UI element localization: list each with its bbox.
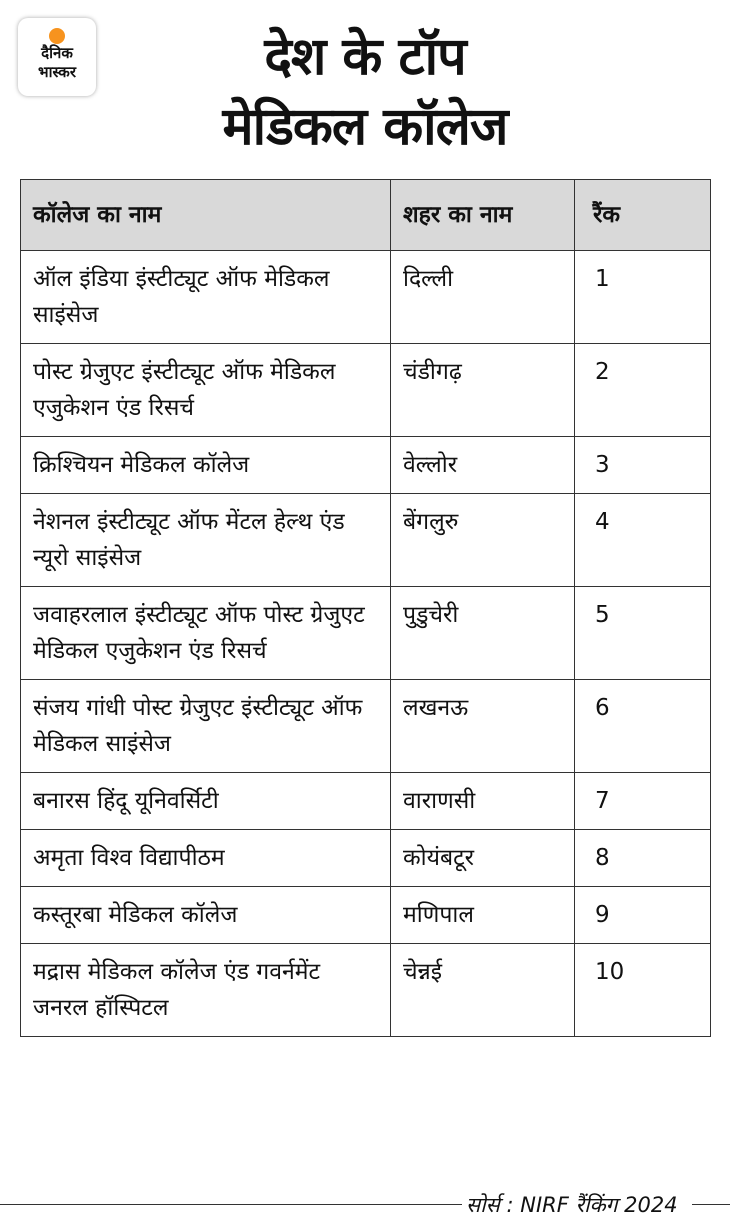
- table-row: [21, 887, 711, 944]
- table-row: [21, 680, 711, 773]
- logo-text-line1: दैनिक: [41, 44, 73, 62]
- logo-text-line2: भास्कर: [38, 63, 76, 81]
- header-rank: रैंक: [575, 180, 711, 251]
- city-cell: कोयंबटूर: [391, 830, 575, 887]
- table-row: [21, 587, 711, 680]
- table-row: [21, 944, 711, 1037]
- college-name-cell: जवाहरलाल इंस्टीट्यूट ऑफ पोस्ट ग्रेजुएट मेडिकल एजुकेशन एंड रिसर्च: [21, 587, 391, 680]
- city-cell: वेल्लोर: [391, 437, 575, 494]
- college-name-cell: अमृता विश्व विद्यापीठम: [21, 830, 391, 887]
- page-title-line1: देश के टॉप: [264, 27, 466, 87]
- table-row: [21, 773, 711, 830]
- college-name-cell: पोस्ट ग्रेजुएट इंस्टीट्यूट ऑफ मेडिकल एजुकेशन एंड रिसर्च: [21, 344, 391, 437]
- city-cell: मणिपाल: [391, 887, 575, 944]
- college-name-cell: क्रिश्चियन मेडिकल कॉलेज: [21, 437, 391, 494]
- table-row: [21, 251, 711, 344]
- table-row: [21, 494, 711, 587]
- header-college: कॉलेज का नाम: [21, 180, 391, 251]
- header-city: शहर का नाम: [391, 180, 575, 251]
- rank-cell: 9: [575, 887, 711, 944]
- dainik-bhaskar-logo: [18, 18, 96, 96]
- college-name-cell: कस्तूरबा मेडिकल कॉलेज: [21, 887, 391, 944]
- source-text: सोर्स : NIRF रैंकिंग 2024: [466, 1193, 678, 1217]
- rank-cell: 10: [575, 944, 711, 1037]
- rank-cell: 6: [575, 680, 711, 773]
- rank-cell: 1: [575, 251, 711, 344]
- college-name-cell: मद्रास मेडिकल कॉलेज एंड गवर्नमेंट जनरल हॉस्पिटल: [21, 944, 391, 1037]
- city-cell: बेंगलुरु: [391, 494, 575, 587]
- page-title: [100, 22, 630, 162]
- divider: [0, 1204, 462, 1205]
- college-name-cell: नेशनल इंस्टीट्यूट ऑफ मेंटल हेल्थ एंड न्यूरो साइंसेज: [21, 494, 391, 587]
- city-cell: पुडुचेरी: [391, 587, 575, 680]
- city-cell: लखनऊ: [391, 680, 575, 773]
- college-name-cell: बनारस हिंदू यूनिवर्सिटी: [21, 773, 391, 830]
- rank-cell: 2: [575, 344, 711, 437]
- rank-cell: 4: [575, 494, 711, 587]
- city-cell: चंडीगढ़: [391, 344, 575, 437]
- rank-cell: 8: [575, 830, 711, 887]
- colleges-table: [20, 179, 711, 1037]
- college-name-cell: संजय गांधी पोस्ट ग्रेजुएट इंस्टीट्यूट ऑफ मेडिकल साइंसेज: [21, 680, 391, 773]
- rank-cell: 5: [575, 587, 711, 680]
- city-cell: चेन्नई: [391, 944, 575, 1037]
- rank-cell: 7: [575, 773, 711, 830]
- rank-cell: 3: [575, 437, 711, 494]
- table-row: [21, 344, 711, 437]
- page-title-line2: मेडिकल कॉलेज: [222, 97, 508, 157]
- source-footer: [0, 1190, 730, 1220]
- table-header-row: [21, 180, 711, 251]
- table-row: [21, 437, 711, 494]
- college-name-cell: ऑल इंडिया इंस्टीट्यूट ऑफ मेडिकल साइंसेज: [21, 251, 391, 344]
- sun-logo-icon: [49, 28, 65, 44]
- divider: [692, 1204, 730, 1205]
- table-row: [21, 830, 711, 887]
- city-cell: वाराणसी: [391, 773, 575, 830]
- city-cell: दिल्ली: [391, 251, 575, 344]
